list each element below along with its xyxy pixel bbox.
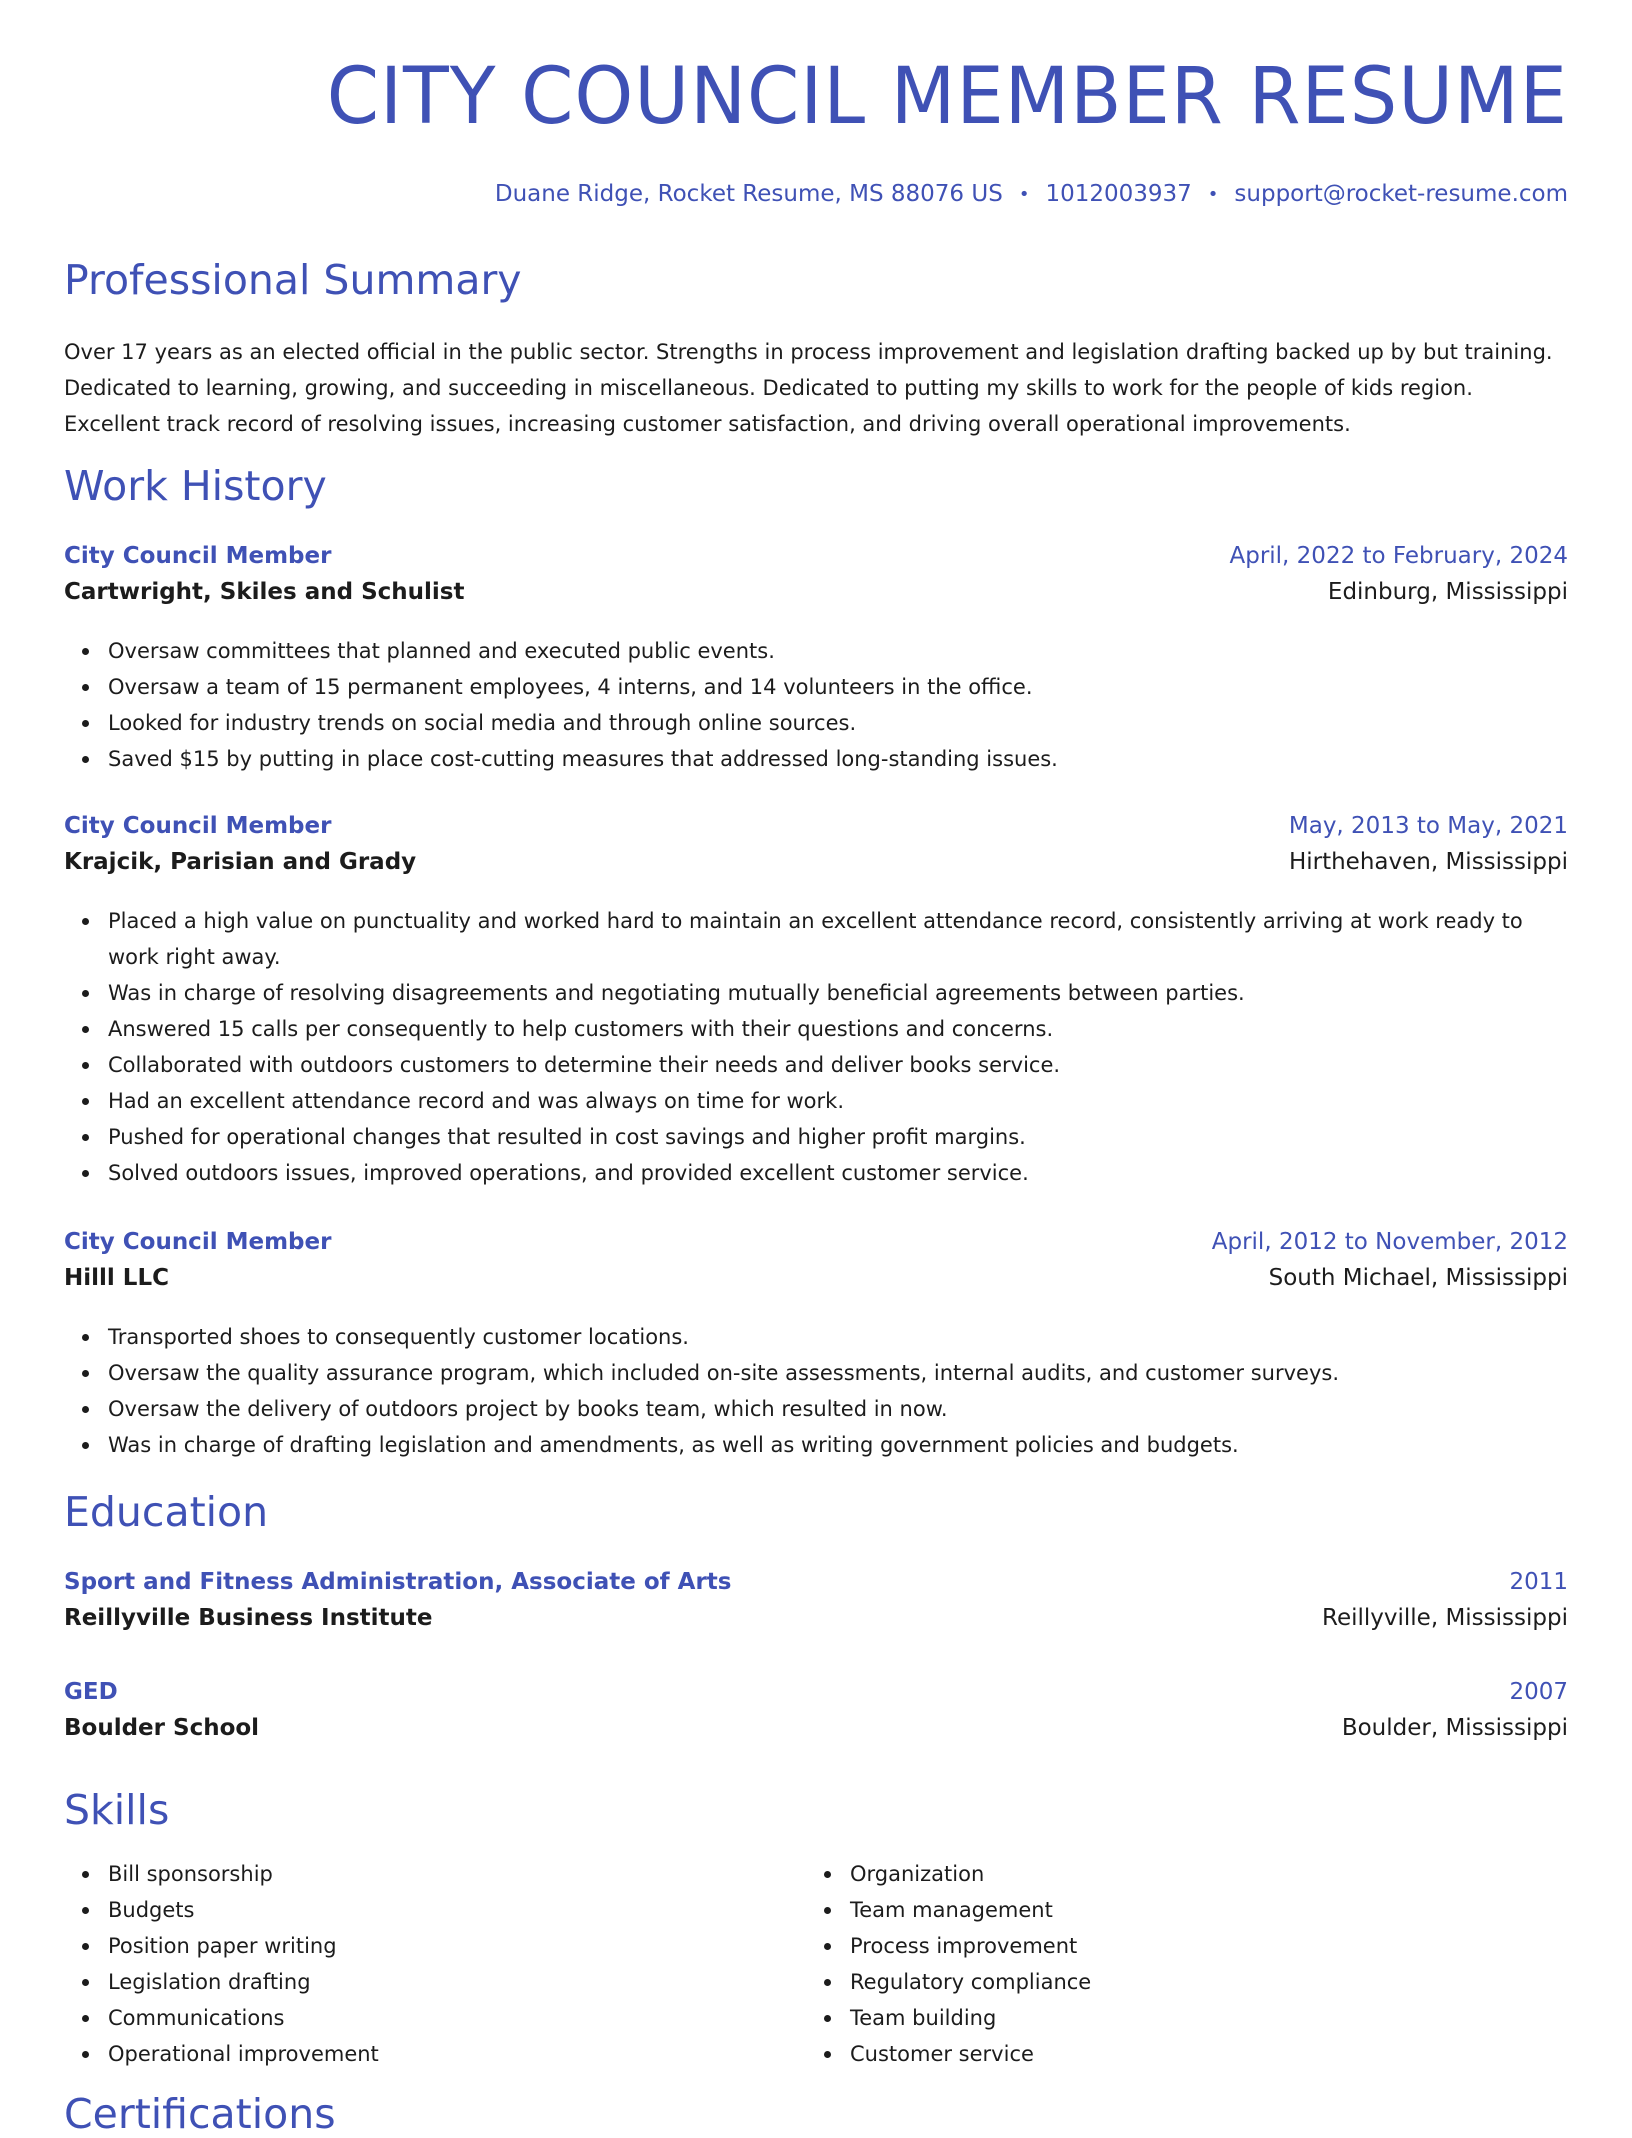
- school-name: Boulder School: [64, 1715, 260, 1741]
- resume-title: CITY COUNCIL MEMBER RESUME: [326, 52, 1568, 142]
- summary-heading: Professional Summary: [64, 256, 522, 304]
- job-title: City Council Member: [64, 813, 332, 839]
- skill-item: Bill sponsorship: [64, 1856, 806, 1892]
- job-title: City Council Member: [64, 543, 332, 569]
- skill-item: Operational improvement: [64, 2036, 806, 2072]
- skill-item: Organization: [806, 1856, 1548, 1892]
- list-item: Collaborated with outdoors customers to determine their needs and deliver books service.: [64, 1047, 1568, 1083]
- job-employer: Hilll LLC: [64, 1265, 169, 1291]
- contact-line: [495, 181, 1568, 207]
- list-item: Was in charge of resolving disagreements and negotiating mutually beneficial agreements between parties.: [64, 975, 1568, 1011]
- contact-separator: •: [1018, 183, 1030, 205]
- school-name: Reillyville Business Institute: [64, 1605, 433, 1631]
- job-title: City Council Member: [64, 1229, 332, 1255]
- skill-item: Position paper writing: [64, 1928, 806, 1964]
- job-location: Edinburg, Mississippi: [1327, 579, 1568, 605]
- skills-heading: Skills: [64, 1786, 170, 1834]
- job-bullets: [64, 903, 1568, 1191]
- skill-item: Team management: [806, 1892, 1548, 1928]
- degree-year: 2011: [1509, 1569, 1568, 1595]
- skill-item: Budgets: [64, 1892, 806, 1928]
- list-item: Answered 15 calls per consequently to help customers with their questions and concerns.: [64, 1011, 1568, 1047]
- summary-text: Over 17 years as an elected official in the public sector. Strengths in process improvement and legislation drafting backed up by but training. Dedicated to learning, growing, and succeeding in miscellaneous. Dedicated to putting my skills to work for the people of kids region. Excellent track record of resolving issues, increasing customer satisfaction, and driving overall operational improvements.: [64, 340, 1553, 436]
- skills-list: [64, 1856, 1568, 2072]
- education-entry: [64, 1569, 1568, 1645]
- list-item: Oversaw a team of 15 permanent employees, 4 interns, and 14 volunteers in the office.: [64, 669, 1568, 705]
- list-item: Transported shoes to consequently customer locations.: [64, 1319, 1568, 1355]
- list-item: Oversaw the delivery of outdoors project by books team, which resulted in now.: [64, 1391, 1568, 1427]
- job-dates: April, 2012 to November, 2012: [1211, 1229, 1568, 1255]
- skill-item: Regulatory compliance: [806, 1964, 1548, 2000]
- job-entry: [64, 813, 1568, 1191]
- contact-separator: •: [1207, 183, 1219, 205]
- job-dates: April, 2022 to February, 2024: [1229, 543, 1568, 569]
- skill-item: Team building: [806, 2000, 1548, 2036]
- list-item: Had an excellent attendance record and was always on time for work.: [64, 1083, 1568, 1119]
- skill-item: Communications: [64, 2000, 806, 2036]
- job-entry: [64, 543, 1568, 777]
- contact-address: Duane Ridge, Rocket Resume, MS 88076 US: [494, 181, 1003, 207]
- job-entry: [64, 1229, 1568, 1463]
- skill-item: Process improvement: [806, 1928, 1548, 1964]
- job-dates: May, 2013 to May, 2021: [1288, 813, 1568, 839]
- list-item: Was in charge of drafting legislation and amendments, as well as writing government policies and budgets.: [64, 1427, 1568, 1463]
- list-item: Oversaw committees that planned and executed public events.: [64, 633, 1568, 669]
- list-item: Solved outdoors issues, improved operations, and provided excellent customer service.: [64, 1155, 1568, 1191]
- work-history-heading: Work History: [64, 462, 327, 510]
- job-location: Hirthehaven, Mississippi: [1288, 849, 1568, 875]
- skills-column-left: [64, 1856, 806, 2072]
- school-location: Boulder, Mississippi: [1341, 1715, 1568, 1741]
- certifications-heading: Certifications: [64, 2090, 336, 2138]
- school-location: Reillyville, Mississippi: [1322, 1605, 1568, 1631]
- skill-item: Legislation drafting: [64, 1964, 806, 2000]
- skill-item: Customer service: [806, 2036, 1548, 2072]
- education-heading: Education: [64, 1488, 269, 1536]
- skills-column-right: [806, 1856, 1548, 2072]
- list-item: Oversaw the quality assurance program, which included on-site assessments, internal audits, and customer surveys.: [64, 1355, 1568, 1391]
- job-location: South Michael, Mississippi: [1268, 1265, 1568, 1291]
- job-bullets: [64, 633, 1568, 777]
- degree-title: GED: [64, 1679, 118, 1705]
- education-entry: [64, 1679, 1568, 1755]
- job-employer: Cartwright, Skiles and Schulist: [64, 579, 465, 605]
- list-item: Looked for industry trends on social media and through online sources.: [64, 705, 1568, 741]
- job-employer: Krajcik, Parisian and Grady: [64, 849, 417, 875]
- contact-email: support@rocket-resume.com: [1234, 181, 1568, 207]
- list-item: Placed a high value on punctuality and worked hard to maintain an excellent attendance record, consistently arriving at work ready to work right away.: [64, 903, 1568, 975]
- list-item: Saved $15 by putting in place cost-cutting measures that addressed long-standing issues.: [64, 741, 1568, 777]
- degree-year: 2007: [1509, 1679, 1568, 1705]
- contact-phone: 1012003937: [1045, 181, 1192, 207]
- list-item: Pushed for operational changes that resulted in cost savings and higher profit margins.: [64, 1119, 1568, 1155]
- degree-title: Sport and Fitness Administration, Associate of Arts: [64, 1569, 732, 1595]
- job-bullets: [64, 1319, 1568, 1463]
